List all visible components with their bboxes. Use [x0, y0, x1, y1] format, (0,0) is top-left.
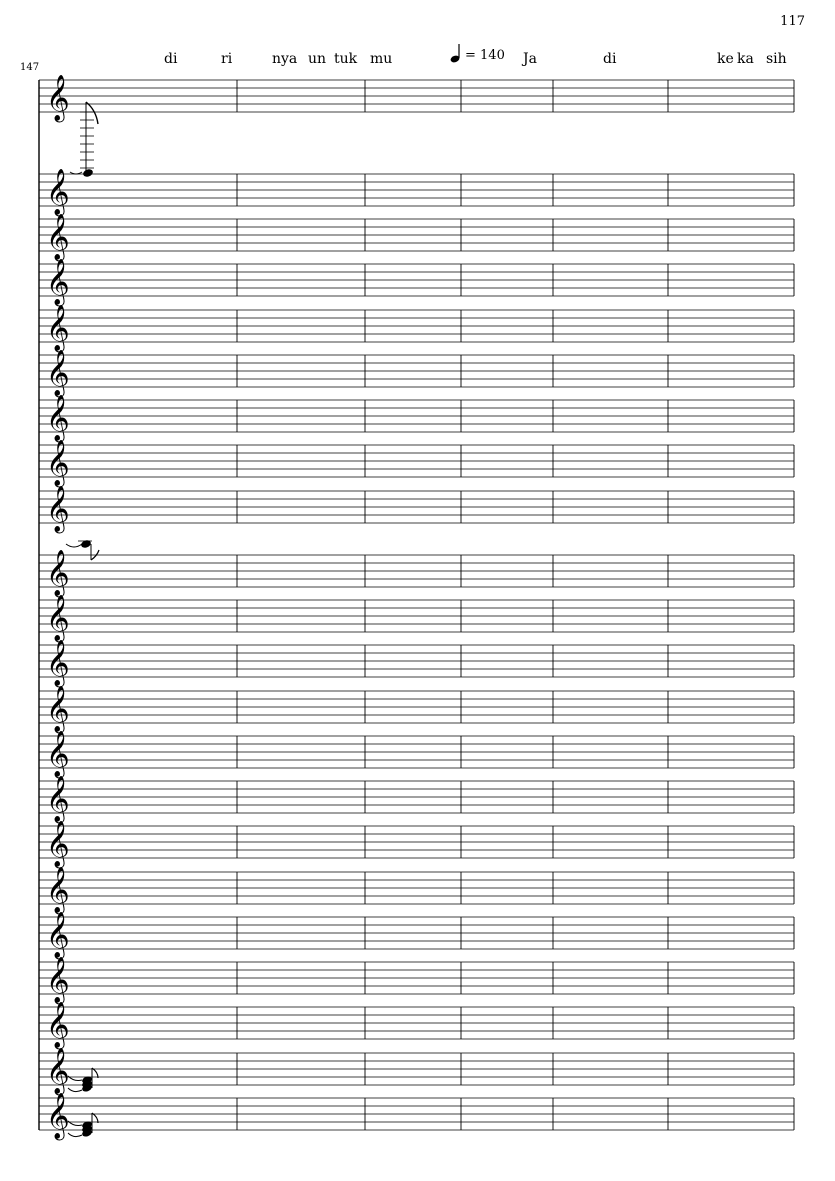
staff	[39, 595, 794, 643]
treble-clef-icon: 𝄞	[46, 1048, 70, 1094]
lyric-syllable: di	[603, 51, 617, 67]
staff	[39, 305, 794, 353]
staff	[39, 350, 794, 398]
lyric-syllable: ri	[221, 51, 233, 67]
staff	[39, 731, 794, 779]
lyric-syllable: ke	[717, 51, 734, 67]
staff	[39, 867, 794, 915]
treble-clef-icon: 𝄞	[46, 1002, 70, 1048]
staff	[39, 1002, 794, 1050]
lyric-syllable: sih	[766, 51, 787, 67]
treble-clef-icon: 𝄞	[46, 75, 70, 121]
tie-mark	[66, 544, 82, 547]
treble-clef-icon: 𝄞	[46, 350, 70, 396]
treble-clef-icon: 𝄞	[46, 550, 70, 596]
page-number: 117	[780, 14, 805, 29]
treble-clef-icon: 𝄞	[46, 776, 70, 822]
note-flag	[92, 1113, 98, 1123]
staff	[39, 440, 794, 488]
staff	[39, 821, 794, 869]
treble-clef-icon: 𝄞	[46, 912, 70, 958]
tie-mark	[68, 1088, 82, 1092]
lyric-syllable: un	[308, 51, 327, 67]
staff	[39, 640, 794, 688]
treble-clef-icon: 𝄞	[46, 486, 70, 532]
lyric-syllable: tuk	[334, 51, 358, 67]
staff	[39, 259, 794, 307]
staff	[39, 912, 794, 960]
treble-clef-icon: 𝄞	[46, 259, 70, 305]
tempo-value: = 140	[465, 48, 505, 63]
staff	[39, 214, 794, 262]
staff	[39, 169, 794, 217]
treble-clef-icon: 𝄞	[46, 640, 70, 686]
treble-clef-icon: 𝄞	[46, 686, 70, 732]
staff	[39, 957, 794, 1005]
lyric-syllable: mu	[370, 51, 393, 67]
note-flag	[86, 102, 98, 124]
staff	[39, 550, 794, 598]
treble-clef-icon: 𝄞	[46, 169, 70, 215]
treble-clef-icon: 𝄞	[46, 595, 70, 641]
treble-clef-icon: 𝄞	[46, 867, 70, 913]
lyric-syllable: di	[164, 51, 178, 67]
staff	[39, 486, 794, 534]
note-head	[82, 168, 94, 178]
treble-clef-icon: 𝄞	[46, 1093, 70, 1139]
treble-clef-icon: 𝄞	[46, 305, 70, 351]
note-flag	[92, 1068, 98, 1078]
staff	[39, 1093, 794, 1141]
lyric-syllable: Ja	[523, 51, 537, 67]
lyric-syllable: nya	[272, 51, 298, 67]
lyric-syllable: ka	[737, 51, 754, 67]
treble-clef-icon: 𝄞	[46, 440, 70, 486]
staff	[39, 686, 794, 734]
measure-number: 147	[20, 62, 40, 73]
treble-clef-icon: 𝄞	[46, 957, 70, 1003]
staff	[39, 395, 794, 443]
staff	[39, 776, 794, 824]
tie-mark	[68, 1133, 82, 1137]
staff	[39, 75, 794, 123]
treble-clef-icon: 𝄞	[46, 731, 70, 777]
treble-clef-icon: 𝄞	[46, 821, 70, 867]
staff	[39, 1048, 794, 1096]
treble-clef-icon: 𝄞	[46, 214, 70, 260]
treble-clef-icon: 𝄞	[46, 395, 70, 441]
